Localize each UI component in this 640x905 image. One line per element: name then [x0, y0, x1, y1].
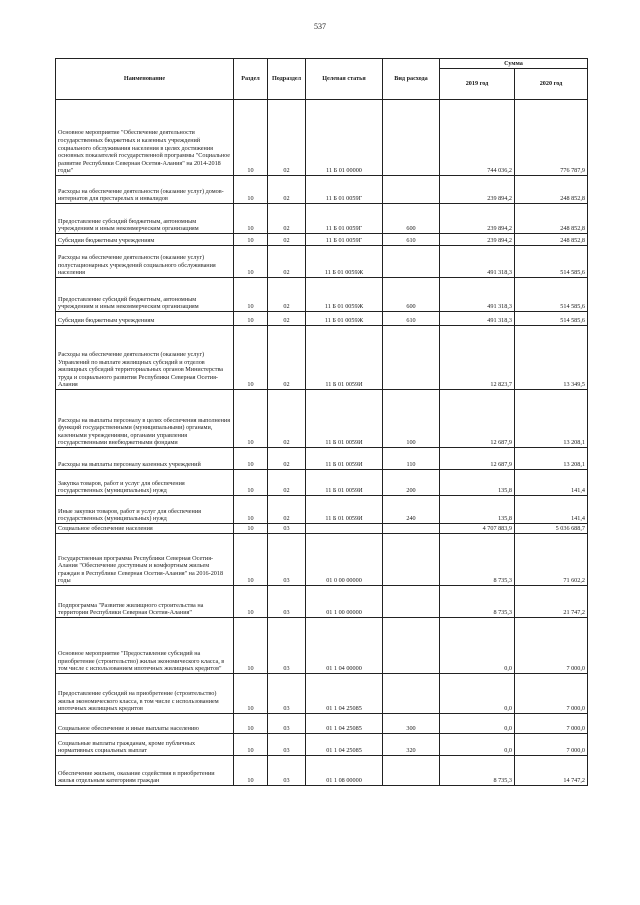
cell-expense-type: 240 — [383, 496, 440, 524]
cell-sum-2019: 135,8 — [440, 470, 515, 496]
cell-podrazdel: 02 — [268, 448, 306, 470]
cell-sum-2020: 7 000,0 — [515, 618, 588, 674]
table-row — [56, 278, 588, 312]
cell-razdel: 10 — [234, 734, 268, 756]
cell-target-article: 11 Б 01 0059Г — [306, 176, 383, 204]
table-row — [56, 448, 588, 470]
cell-sum-2019: 12 687,9 — [440, 390, 515, 448]
header-sum: Сумма — [440, 59, 588, 69]
cell-sum-2019: 8 735,3 — [440, 534, 515, 586]
cell-sum-2020: 13 349,5 — [515, 326, 588, 390]
cell-name: Расходы на обеспечение деятельности (оказание услуг) домов-интернатов для престарелых и инвалидов — [56, 176, 234, 204]
cell-sum-2019: 0,0 — [440, 618, 515, 674]
cell-sum-2019: 12 823,7 — [440, 326, 515, 390]
table-row — [56, 470, 588, 496]
cell-podrazdel: 03 — [268, 674, 306, 714]
table-row — [56, 674, 588, 714]
cell-sum-2019: 491 318,3 — [440, 246, 515, 278]
cell-podrazdel: 02 — [268, 326, 306, 390]
cell-name: Расходы на обеспечение деятельности (оказание услуг) полустационарных учреждений социального обслуживания населения — [56, 246, 234, 278]
cell-sum-2020: 141,4 — [515, 470, 588, 496]
cell-expense-type — [383, 246, 440, 278]
cell-sum-2020: 7 000,0 — [515, 734, 588, 756]
cell-target-article: 11 Б 01 0059Г — [306, 204, 383, 234]
table-row — [56, 326, 588, 390]
cell-name: Предоставление субсидий бюджетным, автономным учреждениям и иным некоммерческим организациям — [56, 278, 234, 312]
cell-sum-2020: 514 585,6 — [515, 312, 588, 326]
cell-name: Расходы на выплаты персоналу в целях обеспечения выполнения функций государственными (муниципальными) органами, казенными учреждениями, органами управления государственными внебюджетными фондами — [56, 390, 234, 448]
cell-sum-2020: 71 602,2 — [515, 534, 588, 586]
cell-name: Субсидии бюджетным учреждениям — [56, 312, 234, 326]
table-row — [56, 756, 588, 786]
cell-sum-2019: 0,0 — [440, 734, 515, 756]
cell-expense-type — [383, 326, 440, 390]
cell-podrazdel: 03 — [268, 524, 306, 534]
cell-sum-2020: 514 585,6 — [515, 278, 588, 312]
cell-razdel: 10 — [234, 674, 268, 714]
table-row — [56, 100, 588, 176]
cell-podrazdel: 03 — [268, 586, 306, 618]
table-row — [56, 586, 588, 618]
header-expense-type: Вид расхода — [383, 59, 440, 100]
cell-expense-type: 200 — [383, 470, 440, 496]
table-row — [56, 734, 588, 756]
cell-sum-2020: 21 747,2 — [515, 586, 588, 618]
cell-podrazdel: 02 — [268, 246, 306, 278]
cell-name: Обеспечение жильем, оказание содействия в приобретении жилья отдельным категориям граждан — [56, 756, 234, 786]
cell-target-article: 11 Б 01 0059И — [306, 326, 383, 390]
cell-razdel: 10 — [234, 618, 268, 674]
table-row — [56, 714, 588, 734]
cell-razdel: 10 — [234, 470, 268, 496]
header-target-article: Целевая статья — [306, 59, 383, 100]
cell-name: Субсидии бюджетным учреждениям — [56, 234, 234, 246]
table-row — [56, 204, 588, 234]
cell-razdel: 10 — [234, 586, 268, 618]
cell-expense-type: 600 — [383, 278, 440, 312]
cell-razdel: 10 — [234, 714, 268, 734]
cell-name: Социальное обеспечение населения — [56, 524, 234, 534]
cell-sum-2020: 14 747,2 — [515, 756, 588, 786]
cell-podrazdel: 02 — [268, 234, 306, 246]
cell-sum-2020: 776 787,9 — [515, 100, 588, 176]
header-name: Наименование — [56, 59, 234, 100]
cell-name: Расходы на обеспечение деятельности (оказание услуг) Управлений по выплате жилищных субсидий и отделов жилищных субсидий территориальных органов Министерства труда и социального развития Республики Северная Осетия-Алания — [56, 326, 234, 390]
table-row — [56, 618, 588, 674]
cell-expense-type: 610 — [383, 234, 440, 246]
cell-expense-type: 600 — [383, 204, 440, 234]
cell-sum-2020: 13 208,1 — [515, 390, 588, 448]
table-row — [56, 496, 588, 524]
cell-target-article — [306, 524, 383, 534]
cell-expense-type — [383, 674, 440, 714]
cell-razdel: 10 — [234, 312, 268, 326]
cell-sum-2019: 239 894,2 — [440, 204, 515, 234]
cell-podrazdel: 02 — [268, 312, 306, 326]
cell-target-article: 11 Б 01 0059И — [306, 470, 383, 496]
cell-name: Основное мероприятие "Предоставление субсидий на приобретение (строительство) жилья экономического класса, в том числе с использованием ипотечных жилищных кредитов" — [56, 618, 234, 674]
cell-target-article: 01 1 04 25085 — [306, 674, 383, 714]
cell-expense-type — [383, 524, 440, 534]
header-year-2019: 2019 год — [440, 69, 515, 100]
cell-sum-2019: 4 707 883,9 — [440, 524, 515, 534]
cell-podrazdel: 02 — [268, 390, 306, 448]
table-row — [56, 390, 588, 448]
cell-sum-2020: 7 000,0 — [515, 674, 588, 714]
cell-podrazdel: 03 — [268, 714, 306, 734]
cell-podrazdel: 02 — [268, 176, 306, 204]
cell-expense-type — [383, 756, 440, 786]
cell-target-article: 11 Б 01 0059Ж — [306, 312, 383, 326]
cell-sum-2019: 491 318,3 — [440, 278, 515, 312]
cell-razdel: 10 — [234, 326, 268, 390]
cell-target-article: 01 1 04 25085 — [306, 734, 383, 756]
cell-podrazdel: 03 — [268, 534, 306, 586]
cell-name: Иные закупки товаров, работ и услуг для обеспечения государственных (муниципальных) нужд — [56, 496, 234, 524]
cell-target-article: 11 Б 01 0059И — [306, 390, 383, 448]
cell-razdel: 10 — [234, 176, 268, 204]
cell-razdel: 10 — [234, 448, 268, 470]
cell-razdel: 10 — [234, 234, 268, 246]
cell-target-article: 01 1 08 00000 — [306, 756, 383, 786]
cell-sum-2019: 491 318,3 — [440, 312, 515, 326]
cell-razdel: 10 — [234, 534, 268, 586]
cell-sum-2020: 248 852,8 — [515, 204, 588, 234]
cell-expense-type: 110 — [383, 448, 440, 470]
cell-target-article: 01 1 00 00000 — [306, 586, 383, 618]
cell-podrazdel: 02 — [268, 278, 306, 312]
cell-name: Социальные выплаты гражданам, кроме публичных нормативных социальных выплат — [56, 734, 234, 756]
cell-razdel: 10 — [234, 524, 268, 534]
cell-target-article: 01 1 04 00000 — [306, 618, 383, 674]
table-row — [56, 246, 588, 278]
cell-podrazdel: 02 — [268, 496, 306, 524]
cell-name: Закупка товаров, работ и услуг для обеспечения государственных (муниципальных) нужд — [56, 470, 234, 496]
cell-name: Социальное обеспечение и иные выплаты населению — [56, 714, 234, 734]
table-row — [56, 234, 588, 246]
cell-podrazdel: 02 — [268, 100, 306, 176]
cell-sum-2020: 141,4 — [515, 496, 588, 524]
cell-expense-type: 300 — [383, 714, 440, 734]
cell-razdel: 10 — [234, 100, 268, 176]
header-year-2020: 2020 год — [515, 69, 588, 100]
header-row-top — [56, 59, 588, 69]
cell-sum-2020: 248 852,8 — [515, 234, 588, 246]
table-body — [56, 100, 588, 786]
cell-expense-type — [383, 176, 440, 204]
cell-razdel: 10 — [234, 204, 268, 234]
cell-expense-type: 100 — [383, 390, 440, 448]
cell-sum-2020: 514 585,6 — [515, 246, 588, 278]
table-row — [56, 176, 588, 204]
cell-razdel: 10 — [234, 390, 268, 448]
cell-sum-2019: 135,8 — [440, 496, 515, 524]
cell-target-article: 01 0 00 00000 — [306, 534, 383, 586]
header-podrazdel: Подраздел — [268, 59, 306, 100]
cell-sum-2020: 248 852,8 — [515, 176, 588, 204]
cell-sum-2020: 7 000,0 — [515, 714, 588, 734]
cell-target-article: 11 Б 01 0059И — [306, 448, 383, 470]
cell-name: Предоставление субсидий бюджетным, автономным учреждениям и иным некоммерческим организациям — [56, 204, 234, 234]
cell-target-article: 11 Б 01 0059И — [306, 496, 383, 524]
cell-expense-type: 610 — [383, 312, 440, 326]
cell-expense-type — [383, 534, 440, 586]
cell-sum-2019: 239 894,2 — [440, 176, 515, 204]
cell-podrazdel: 02 — [268, 470, 306, 496]
cell-sum-2019: 744 036,2 — [440, 100, 515, 176]
cell-expense-type — [383, 618, 440, 674]
cell-sum-2019: 239 894,2 — [440, 234, 515, 246]
page-number: 537 — [314, 22, 326, 31]
cell-razdel: 10 — [234, 756, 268, 786]
cell-sum-2020: 5 036 688,7 — [515, 524, 588, 534]
cell-podrazdel: 02 — [268, 204, 306, 234]
cell-name: Основное мероприятие "Обеспечение деятельности государственных бюджетных и казенных учреждений социального обслуживания населения в целях достижения основных показателей государственной программы "Социальное развитие Республики Северная Осетия-Алания" на 2014-2018 годы" — [56, 100, 234, 176]
cell-target-article: 11 Б 01 00000 — [306, 100, 383, 176]
table-row — [56, 534, 588, 586]
cell-target-article: 11 Б 01 0059Г — [306, 234, 383, 246]
header-razdel: Раздел — [234, 59, 268, 100]
cell-expense-type — [383, 586, 440, 618]
budget-table — [55, 58, 588, 786]
cell-podrazdel: 03 — [268, 756, 306, 786]
cell-sum-2019: 0,0 — [440, 674, 515, 714]
cell-podrazdel: 03 — [268, 734, 306, 756]
table-row — [56, 312, 588, 326]
cell-name: Предоставление субсидий на приобретение (строительство) жилья экономического класса, в том числе с использованием ипотечных жилищных кредитов — [56, 674, 234, 714]
cell-target-article: 11 Б 01 0059Ж — [306, 246, 383, 278]
cell-name: Подпрограмма "Развитие жилищного строительства на территории Республики Северная Осетия-Алания" — [56, 586, 234, 618]
cell-podrazdel: 03 — [268, 618, 306, 674]
cell-sum-2019: 8 735,3 — [440, 756, 515, 786]
cell-razdel: 10 — [234, 496, 268, 524]
cell-expense-type — [383, 100, 440, 176]
cell-sum-2020: 13 208,1 — [515, 448, 588, 470]
cell-target-article: 11 Б 01 0059Ж — [306, 278, 383, 312]
cell-name: Государственная программа Республики Северная Осетия-Алания "Обеспечение доступным и комфортным жильем граждан в Республике Северная Осетия-Алания" на 2016-2018 годы — [56, 534, 234, 586]
table-row — [56, 524, 588, 534]
cell-razdel: 10 — [234, 278, 268, 312]
cell-sum-2019: 0,0 — [440, 714, 515, 734]
cell-sum-2019: 12 687,9 — [440, 448, 515, 470]
cell-expense-type: 320 — [383, 734, 440, 756]
cell-name: Расходы на выплаты персоналу казенных учреждений — [56, 448, 234, 470]
cell-razdel: 10 — [234, 246, 268, 278]
cell-sum-2019: 8 735,3 — [440, 586, 515, 618]
cell-target-article: 01 1 04 25085 — [306, 714, 383, 734]
